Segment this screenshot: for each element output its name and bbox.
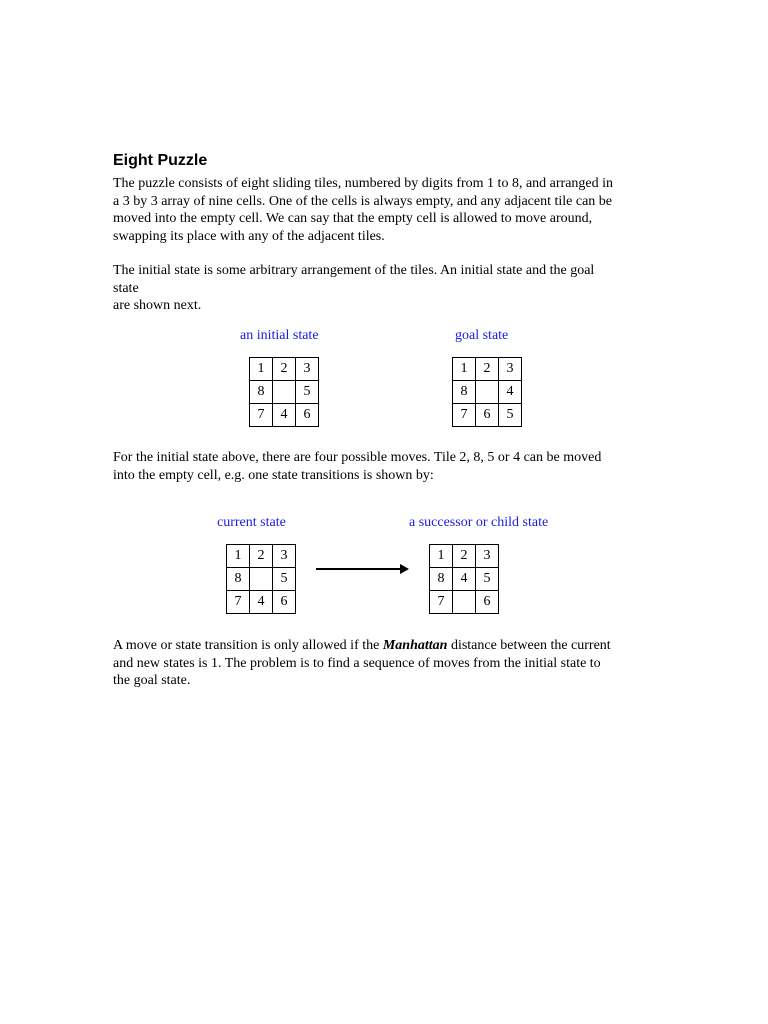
intro-paragraph [113, 175, 673, 245]
text-line [113, 637, 673, 655]
successor-state-caption: a successor or child state [409, 515, 549, 530]
text-line: the goal state. [113, 673, 191, 689]
tile: 5 [476, 568, 499, 591]
tile: 4 [250, 591, 273, 614]
tile: 2 [250, 545, 273, 568]
initial-state-caption: an initial state [240, 328, 319, 343]
tile: 7 [250, 404, 273, 427]
tile: 3 [476, 545, 499, 568]
goal-state-caption: goal state [455, 328, 509, 343]
tile: 1 [430, 545, 453, 568]
tile: 3 [296, 358, 319, 381]
current-state-caption: current state [217, 515, 286, 530]
initial-state-paragraph [113, 262, 673, 315]
current-state-grid [226, 544, 296, 614]
text-run: A move or state transition is only allowed if the [113, 638, 383, 653]
text-line: The initial state is some arbitrary arrangement of the tiles. An initial state and the goal [113, 263, 595, 278]
tile: 5 [273, 568, 296, 591]
empty-tile [453, 591, 476, 614]
tile: 1 [453, 358, 476, 381]
tile: 5 [499, 404, 522, 427]
transition-arrow-icon [316, 562, 410, 576]
tile: 8 [250, 381, 273, 404]
text-line: a 3 by 3 array of nine cells. One of the cells is always empty, and any adjacent tile can be [113, 193, 613, 209]
page-title: Eight Puzzle [113, 152, 208, 169]
manhattan-paragraph [113, 637, 673, 690]
empty-tile [250, 568, 273, 591]
tile: 2 [453, 545, 476, 568]
tile: 4 [499, 381, 522, 404]
goal-state-grid [452, 357, 522, 427]
tile: 6 [273, 591, 296, 614]
tile: 4 [273, 404, 296, 427]
text-line: are shown next. [113, 298, 202, 314]
text-line: moved into the empty cell. We can say that the empty cell is allowed to move around, [113, 211, 593, 227]
tile: 3 [273, 545, 296, 568]
empty-tile [476, 381, 499, 404]
text-line: state [113, 280, 139, 296]
text-run: distance between the current [447, 638, 611, 653]
tile: 2 [476, 358, 499, 381]
tile: 2 [273, 358, 296, 381]
text-line: and new states is 1. The problem is to find a sequence of moves from the initial state to [113, 655, 601, 671]
tile: 5 [296, 381, 319, 404]
text-line: into the empty cell, e.g. one state transitions is shown by: [113, 467, 434, 483]
tile: 1 [250, 358, 273, 381]
tile: 3 [499, 358, 522, 381]
text-line: swapping its place with any of the adjacent tiles. [113, 228, 385, 244]
text-line: The puzzle consists of eight sliding tiles, numbered by digits from 1 to 8, and arranged in [113, 176, 614, 191]
manhattan-emphasis: Manhattan [382, 638, 448, 653]
tile: 8 [430, 568, 453, 591]
successor-state-grid [429, 544, 499, 614]
tile: 7 [453, 404, 476, 427]
initial-state-grid [249, 357, 319, 427]
tile: 1 [227, 545, 250, 568]
possible-moves-paragraph [113, 449, 673, 484]
empty-tile [273, 381, 296, 404]
tile: 7 [227, 591, 250, 614]
tile: 7 [430, 591, 453, 614]
tile: 8 [227, 568, 250, 591]
tile: 6 [296, 404, 319, 427]
tile: 4 [453, 568, 476, 591]
text-line: For the initial state above, there are four possible moves. Tile 2, 8, 5 or 4 can be moved [113, 450, 602, 465]
tile: 6 [476, 404, 499, 427]
tile: 6 [476, 591, 499, 614]
tile: 8 [453, 381, 476, 404]
